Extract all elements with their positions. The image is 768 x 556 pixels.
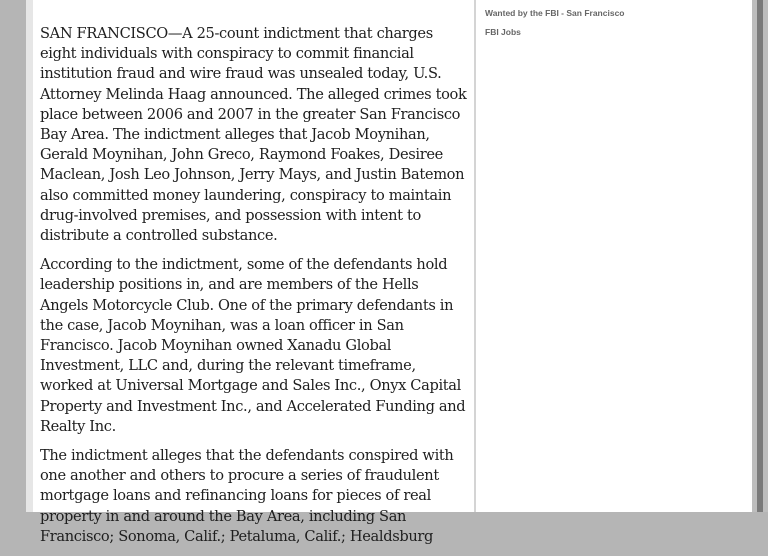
sidebar (474, 0, 754, 512)
article-paragraph: According to the indictment, some of the defendants hold leadership positions in, and are members of the Hells Angels Motorcycle Club. One of the primary defendants in the case, Jacob Moynihan, was a loan officer in San Francisco. Jacob Moynihan owned Xanadu Global Investment, LLC and, during the relevant timeframe, worked at Universal Mortgage and Sales Inc., Onyx Capital Property and Investment Inc., and Accelerated Funding and Realty Inc. (40, 256, 466, 435)
article-paragraph: The indictment alleges that the defendants conspired with one another and others to procure a series of fraudulent mortgage loans and refinancing loans for pieces of real property in and around the Bay Area, including San Francisco; Sonoma, Calif.; Petaluma, Calif.; Healdsburg (40, 447, 454, 545)
scrollbar-thumb[interactable] (757, 0, 763, 512)
sidebar-link-jobs[interactable]: FBI Jobs (485, 27, 521, 37)
article-paragraph: SAN FRANCISCO—A 25-count indictment that charges eight individuals with conspiracy to commit financial institution fraud and wire fraud was unsealed today, U.S. Attorney Melinda Haag announced. The alleged crimes took place between 2006 and 2007 in the greater San Francisco Bay Area. The indictment alleges that Jacob Moynihan, Gerald Moynihan, John Greco, Raymond Foakes, Desiree Maclean, Josh Leo Johnson, Jerry Mays, and Justin Batemon also committed money laundering, conspiracy to maintain drug-involved premises, and possession with intent to distribute a controlled substance. (40, 25, 467, 245)
scrollbar[interactable] (752, 0, 768, 512)
article-body (40, 24, 470, 556)
page (26, 0, 752, 545)
sidebar-link-wanted[interactable]: Wanted by the FBI - San Francisco (485, 8, 625, 18)
